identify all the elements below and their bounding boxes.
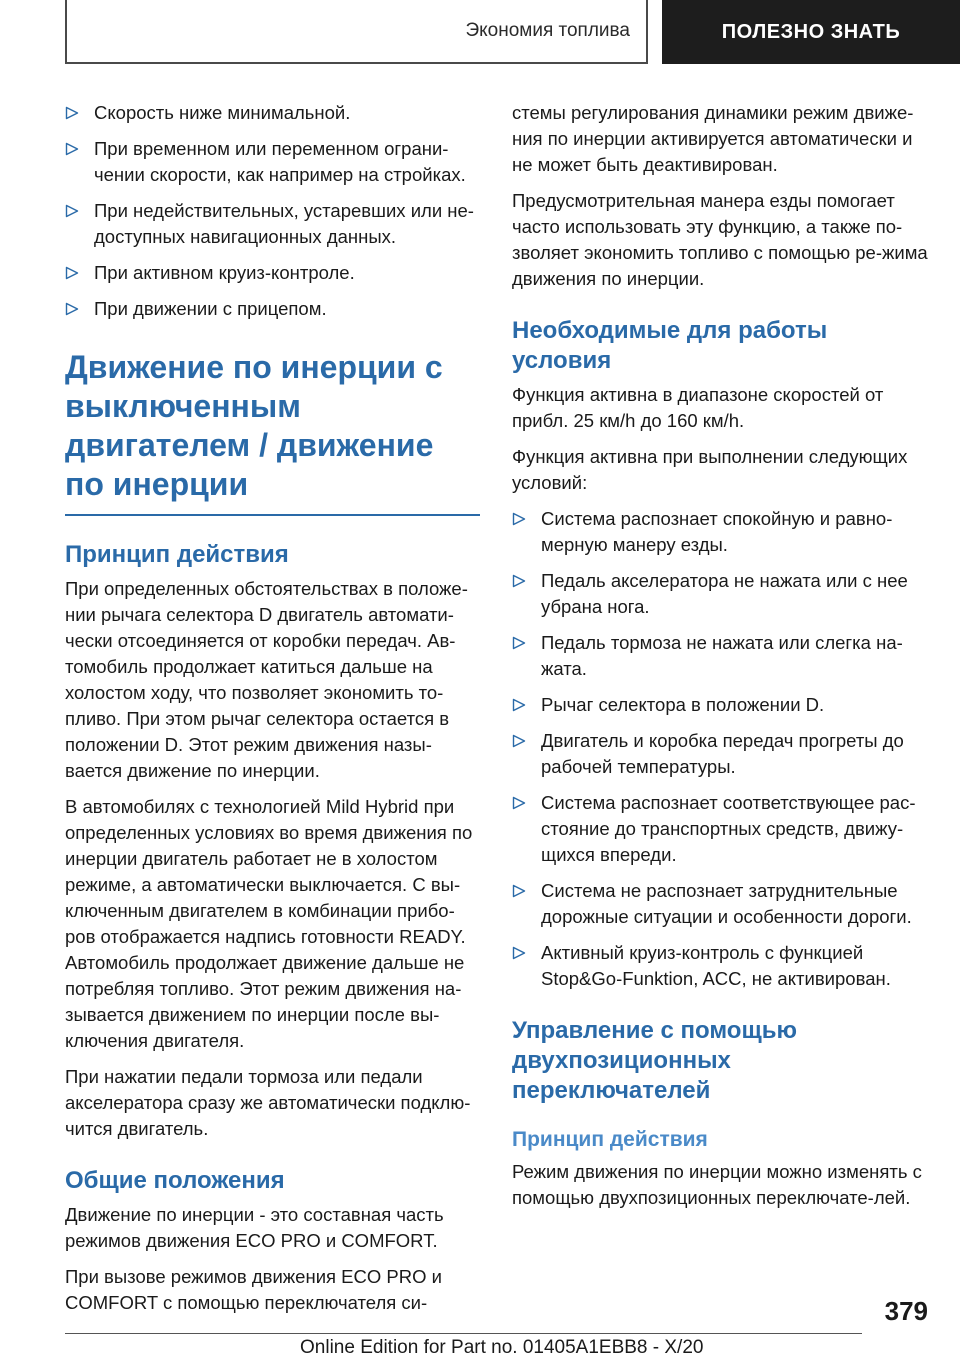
triangle-bullet-icon: [65, 266, 79, 280]
control-heading: Управление с помощью двухпозиционных переключателей: [512, 1017, 797, 1104]
right-column: [512, 100, 930, 1221]
triangle-bullet-icon: [65, 302, 79, 316]
list-item-text: Скорость ниже минимальной.: [94, 102, 351, 123]
page-number: 379: [884, 1296, 928, 1326]
list-item-text: При недействительных, устаревших или не-доступных навигационных данных.: [94, 200, 474, 247]
list-item-text: Система распознает соответствующее рас-стояние до транспортных средств, движу-щихся впереди.: [541, 792, 916, 865]
engine-reconnect-paragraph: При нажатии педали тормоза или педали акселератора сразу же автоматически подклю-чится двигатель.: [65, 1066, 471, 1139]
list-item: [512, 692, 930, 718]
list-item: [512, 728, 930, 780]
footer-edition: Online Edition for Part no. 01405A1EBB8 - X/20: [300, 1337, 704, 1358]
list-item-text: Активный круиз-контроль с функцией Stop&Go-Funktion, ACC, не активирован.: [541, 942, 891, 989]
triangle-bullet-icon: [512, 734, 526, 748]
list-item-text: Система не распознает затруднительные дорожные ситуации и особенности дороги.: [541, 880, 912, 927]
header-chapter-tab[interactable]: [662, 0, 960, 64]
list-item-text: Двигатель и коробка передач прогреты до рабочей температуры.: [541, 730, 904, 777]
list-item-text: Педаль акселератора не нажата или с нее убрана нога.: [541, 570, 908, 617]
list-item-text: Рычаг селектора в положении D.: [541, 694, 825, 715]
list-item: [512, 790, 930, 868]
list-item: [65, 136, 480, 188]
general-heading: Общие положения: [65, 1167, 285, 1194]
triangle-bullet-icon: [65, 204, 79, 218]
limitations-list: [65, 100, 480, 322]
list-item-text: При активном круиз-контроле.: [94, 262, 355, 283]
driving-style-paragraph: Предусмотрительная манера езды помогает часто использовать эту функцию, а также по-зволяет экономить топливо с помощью ре-жима движения по инерции.: [512, 190, 928, 289]
list-item: [512, 506, 930, 558]
principle-heading: Принцип действия: [65, 541, 289, 568]
list-item: [65, 260, 480, 286]
general-paragraph-1: Движение по инерции - это составная часть режимов движения ECO PRO и COMFORT.: [65, 1204, 444, 1251]
footer-divider: [65, 1333, 862, 1334]
section-heading-coasting: Движение по инерции с выключенным двигателем / движение по инерции: [65, 348, 480, 516]
list-item: [65, 296, 480, 322]
list-item-text: При движении с прицепом.: [94, 298, 327, 319]
triangle-bullet-icon: [65, 106, 79, 120]
mild-hybrid-paragraph: В автомобилях с технологией Mild Hybrid при определенных условиях во время движения по инерции двигатель работает не в холостом режиме, а автоматически выключается. С вы-ключенным двигателем в комбинации прибо-ров отображается надпись готовности READY. Автомобиль продолжает движение дальше не потребляя топливо. Этот режим движения на-зывается движением по инерции после вы-ключения двигателя.: [65, 796, 473, 1051]
conditions-list: [512, 506, 930, 992]
list-item: [512, 878, 930, 930]
list-item-text: Педаль тормоза не нажата или слегка на-жата.: [541, 632, 903, 679]
triangle-bullet-icon: [512, 946, 526, 960]
triangle-bullet-icon: [512, 796, 526, 810]
conditions-intro-paragraph: Функция активна при выполнении следующих условий:: [512, 446, 908, 493]
list-item: [512, 940, 930, 992]
control-principle-heading: Принцип действия: [512, 1128, 708, 1151]
header-chapter-label: ПОЛЕЗНО ЗНАТЬ: [721, 20, 901, 43]
list-item: [512, 568, 930, 620]
triangle-bullet-icon: [512, 884, 526, 898]
speed-range-paragraph: Функция активна в диапазоне скоростей от прибл. 25 км/h до 160 км/h.: [512, 384, 884, 431]
triangle-bullet-icon: [65, 142, 79, 156]
conditions-heading: Необходимые для работы условия: [512, 317, 828, 374]
list-item: [512, 630, 930, 682]
triangle-bullet-icon: [512, 574, 526, 588]
triangle-bullet-icon: [512, 698, 526, 712]
triangle-bullet-icon: [512, 636, 526, 650]
list-item: [65, 100, 480, 126]
list-item-text: При временном или переменном ограни-чении скорости, как например на стройках.: [94, 138, 466, 185]
general-paragraph-2: При вызове режимов движения ECO PRO и COMFORT с помощью переключателя си-: [65, 1266, 442, 1313]
list-item-text: Система распознает спокойную и равно-мерную манеру езды.: [541, 508, 893, 555]
principle-paragraph: При определенных обстоятельствах в положе-нии рычага селектора D двигатель автомати-чески отсоединяется от коробки передач. Ав-томобиль продолжает катиться дальше на холостом ходу, что позволяет экономить то-пливо. При этом рычаг селектора остается в положении D. Этот режим движения назы-вается движение по инерции.: [65, 578, 468, 781]
continued-paragraph: стемы регулирования динамики режим движе-ния по инерции активируется автоматически и не может быть деактивирован.: [512, 102, 914, 175]
list-item: [65, 198, 480, 250]
control-paragraph: Режим движения по инерции можно изменять с помощью двухпозиционных переключате-лей.: [512, 1161, 922, 1208]
triangle-bullet-icon: [512, 512, 526, 526]
header-section-title: [65, 0, 648, 64]
left-column: [65, 100, 480, 1326]
header-section-label: Экономия топлива: [465, 20, 630, 41]
